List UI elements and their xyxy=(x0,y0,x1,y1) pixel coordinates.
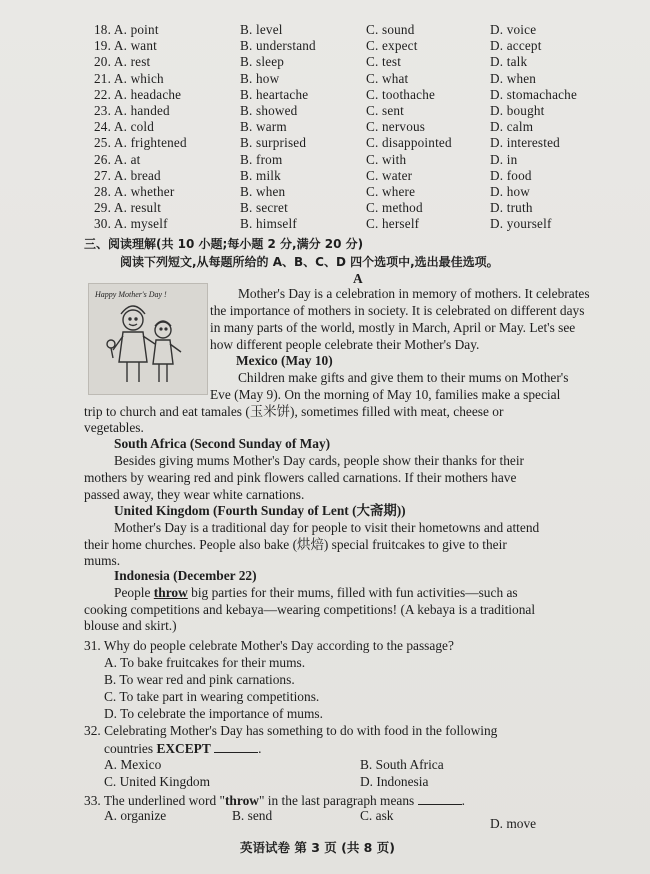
cloze-option-a[interactable]: 21. A. which xyxy=(94,70,164,86)
south-africa-line-3: passed away, they wear white carnations. xyxy=(84,487,305,502)
cloze-option-c[interactable]: C. toothache xyxy=(366,86,436,102)
mexico-line-4: vegetables. xyxy=(84,420,144,435)
q31-option-d[interactable]: D. To celebrate the importance of mums. xyxy=(104,706,323,721)
indonesia-line-1-post: big parties for their mums, filled with fun activities—such as xyxy=(187,585,518,600)
cloze-option-c[interactable]: C. where xyxy=(366,184,416,199)
cloze-option-c[interactable]: C. with xyxy=(366,151,407,167)
cloze-option-b[interactable]: B. heartache xyxy=(240,86,309,102)
q31-stem: 31. Why do people celebrate Mother's Day according to the passage? xyxy=(84,638,454,653)
illustration-caption: Happy Mother's Day ! xyxy=(95,290,167,299)
cloze-option-a[interactable]: 19. A. want xyxy=(94,38,158,54)
cloze-option-a[interactable]: 30. A. myself xyxy=(94,216,168,232)
cloze-option-c[interactable]: C. herself xyxy=(366,216,420,232)
cloze-option-b[interactable]: B. sleep xyxy=(240,54,285,70)
intro-line-4: how different people celebrate their Mother's Day. xyxy=(210,337,480,352)
mexico-line-3: trip to church and eat tamales (玉米饼), sometimes filled with meat, cheese or xyxy=(84,404,504,419)
q33-word: throw xyxy=(224,793,259,808)
cloze-option-b[interactable]: B. warm xyxy=(240,119,287,135)
cloze-option-c[interactable]: C. expect xyxy=(366,38,418,54)
cloze-option-d[interactable]: D. stomachache xyxy=(490,86,578,102)
q31-option-a[interactable]: A. To bake fruitcakes for their mums. xyxy=(104,655,306,670)
q32-stem-pre: countries xyxy=(104,741,157,756)
uk-line-2: their home churches. People also bake (烘焙) special fruitcakes to give to their xyxy=(84,537,507,552)
q33-stem-pre: 33. The underlined word " xyxy=(84,793,225,808)
cloze-option-b[interactable]: B. secret xyxy=(240,200,288,216)
q33-option-c[interactable]: C. ask xyxy=(360,808,394,823)
q32-except: EXCEPT xyxy=(156,741,211,756)
cloze-option-a[interactable]: 25. A. frightened xyxy=(94,135,187,151)
cloze-option-b[interactable]: B. showed xyxy=(240,103,298,118)
cloze-option-d[interactable]: D. in xyxy=(490,151,518,167)
q32-stem-line-1: 32. Celebrating Mother's Day has something to do with food in the following xyxy=(84,723,498,738)
q33-option-a[interactable]: A. organize xyxy=(104,808,167,823)
indonesia-line-2: cooking competitions and kebaya—wearing competitions! (A kebaya is a traditional xyxy=(84,602,536,617)
cloze-option-a[interactable]: 22. A. headache xyxy=(94,86,182,102)
passage-label: A xyxy=(353,271,363,286)
q33-answer-blank[interactable] xyxy=(418,792,462,805)
cloze-option-c[interactable]: C. what xyxy=(366,70,409,86)
cloze-option-d[interactable]: D. yourself xyxy=(490,216,552,232)
q33-option-b[interactable]: B. send xyxy=(232,808,273,823)
cloze-option-c[interactable]: C. water xyxy=(366,167,413,183)
indonesia-line-3: blouse and skirt.) xyxy=(84,618,177,633)
cloze-option-d[interactable]: D. truth xyxy=(490,200,533,216)
mothers-day-illustration xyxy=(88,283,208,395)
cloze-option-b[interactable]: B. himself xyxy=(240,216,297,232)
intro-line-1: Mother's Day is a celebration in memory of mothers. It celebrates xyxy=(238,286,590,301)
section-heading: 三、阅读理解(共 10 小题;每小题 2 分,满分 20 分) xyxy=(84,237,364,251)
mexico-line-2: Eve (May 9). On the morning of May 10, families make a special xyxy=(210,387,561,402)
cloze-option-a[interactable]: 18. A. point xyxy=(94,22,159,37)
cloze-option-a[interactable]: 24. A. cold xyxy=(94,119,155,135)
south-africa-heading: South Africa (Second Sunday of May) xyxy=(114,436,331,451)
cloze-option-b[interactable]: B. when xyxy=(240,184,286,199)
q33-option-d[interactable]: D. move xyxy=(490,816,537,831)
q33-stem-post: " in the last paragraph means xyxy=(258,793,415,808)
south-africa-line-2: mothers by wearing red and pink flowers called carnations. If their mothers have xyxy=(84,470,517,485)
q32-option-d[interactable]: D. Indonesia xyxy=(360,774,429,789)
indonesia-line-1 xyxy=(114,585,518,602)
indonesia-line-1-pre: People xyxy=(114,585,154,600)
section-instruction: 阅读下列短文,从每题所给的 A、B、C、D 四个选项中,选出最佳选项。 xyxy=(120,255,499,269)
cloze-option-b[interactable]: B. milk xyxy=(240,167,281,183)
underlined-word-throw: throw xyxy=(153,585,188,600)
intro-line-2: the importance of mothers in society. It is celebrated on different days xyxy=(210,303,585,318)
uk-heading: United Kingdom (Fourth Sunday of Lent (大斋期)) xyxy=(114,503,406,518)
cloze-option-a[interactable]: 26. A. at xyxy=(94,151,141,167)
indonesia-heading: Indonesia (December 22) xyxy=(114,568,257,583)
q32-answer-blank[interactable] xyxy=(214,740,258,753)
cloze-option-d[interactable]: D. bought xyxy=(490,103,545,118)
cloze-option-c[interactable]: C. test xyxy=(366,54,402,70)
cloze-option-a[interactable]: 29. A. result xyxy=(94,200,162,216)
cloze-option-b[interactable]: B. from xyxy=(240,151,283,167)
cloze-option-c[interactable]: C. sound xyxy=(366,22,415,37)
cloze-option-d[interactable]: D. voice xyxy=(490,22,537,37)
q32-stem-post: . xyxy=(258,741,262,756)
q32-option-a[interactable]: A. Mexico xyxy=(104,757,162,772)
cloze-option-d[interactable]: D. how xyxy=(490,184,531,199)
q32-option-b[interactable]: B. South Africa xyxy=(360,757,444,772)
cloze-option-d[interactable]: D. calm xyxy=(490,119,534,135)
uk-line-1: Mother's Day is a traditional day for people to visit their hometowns and attend xyxy=(114,520,540,535)
mother-child-drawing-icon xyxy=(89,284,207,394)
cloze-option-d[interactable]: D. interested xyxy=(490,135,560,151)
cloze-option-b[interactable]: B. surprised xyxy=(240,135,307,151)
uk-line-3: mums. xyxy=(84,553,121,568)
page-footer: 英语试卷 第 3 页 (共 8 页) xyxy=(240,840,395,855)
south-africa-line-1: Besides giving mums Mother's Day cards, people show their thanks for their xyxy=(114,453,525,468)
cloze-option-d[interactable]: D. when xyxy=(490,70,537,86)
cloze-option-d[interactable]: D. food xyxy=(490,167,532,183)
cloze-option-a[interactable]: 20. A. rest xyxy=(94,54,151,70)
q31-option-b[interactable]: B. To wear red and pink carnations. xyxy=(104,672,295,687)
cloze-option-d[interactable]: D. accept xyxy=(490,38,542,54)
cloze-option-b[interactable]: B. understand xyxy=(240,38,316,54)
mexico-heading: Mexico (May 10) xyxy=(236,353,333,368)
cloze-option-a[interactable]: 27. A. bread xyxy=(94,167,161,183)
cloze-option-b[interactable]: B. how xyxy=(240,70,280,86)
cloze-option-b[interactable]: B. level xyxy=(240,22,283,37)
mexico-line-1: Children make gifts and give them to their mums on Mother's xyxy=(238,370,569,385)
q31-option-c[interactable]: C. To take part in wearing competitions. xyxy=(104,689,320,704)
intro-line-3: in many parts of the world, mostly in March, April or May. Let's see xyxy=(210,320,576,335)
q33-stem: 33. The underlined word "throw" in the last paragraph means . xyxy=(84,793,465,808)
cloze-option-c[interactable]: C. method xyxy=(366,200,423,216)
cloze-option-d[interactable]: D. talk xyxy=(490,54,528,70)
cloze-option-c[interactable]: C. disappointed xyxy=(366,135,452,151)
cloze-option-a[interactable]: 23. A. handed xyxy=(94,103,170,118)
cloze-option-c[interactable]: C. sent xyxy=(366,103,405,118)
cloze-option-a[interactable]: 28. A. whether xyxy=(94,184,175,199)
cloze-option-c[interactable]: C. nervous xyxy=(366,119,426,135)
q32-option-c[interactable]: C. United Kingdom xyxy=(104,774,211,789)
q32-stem-line-2 xyxy=(104,740,261,757)
